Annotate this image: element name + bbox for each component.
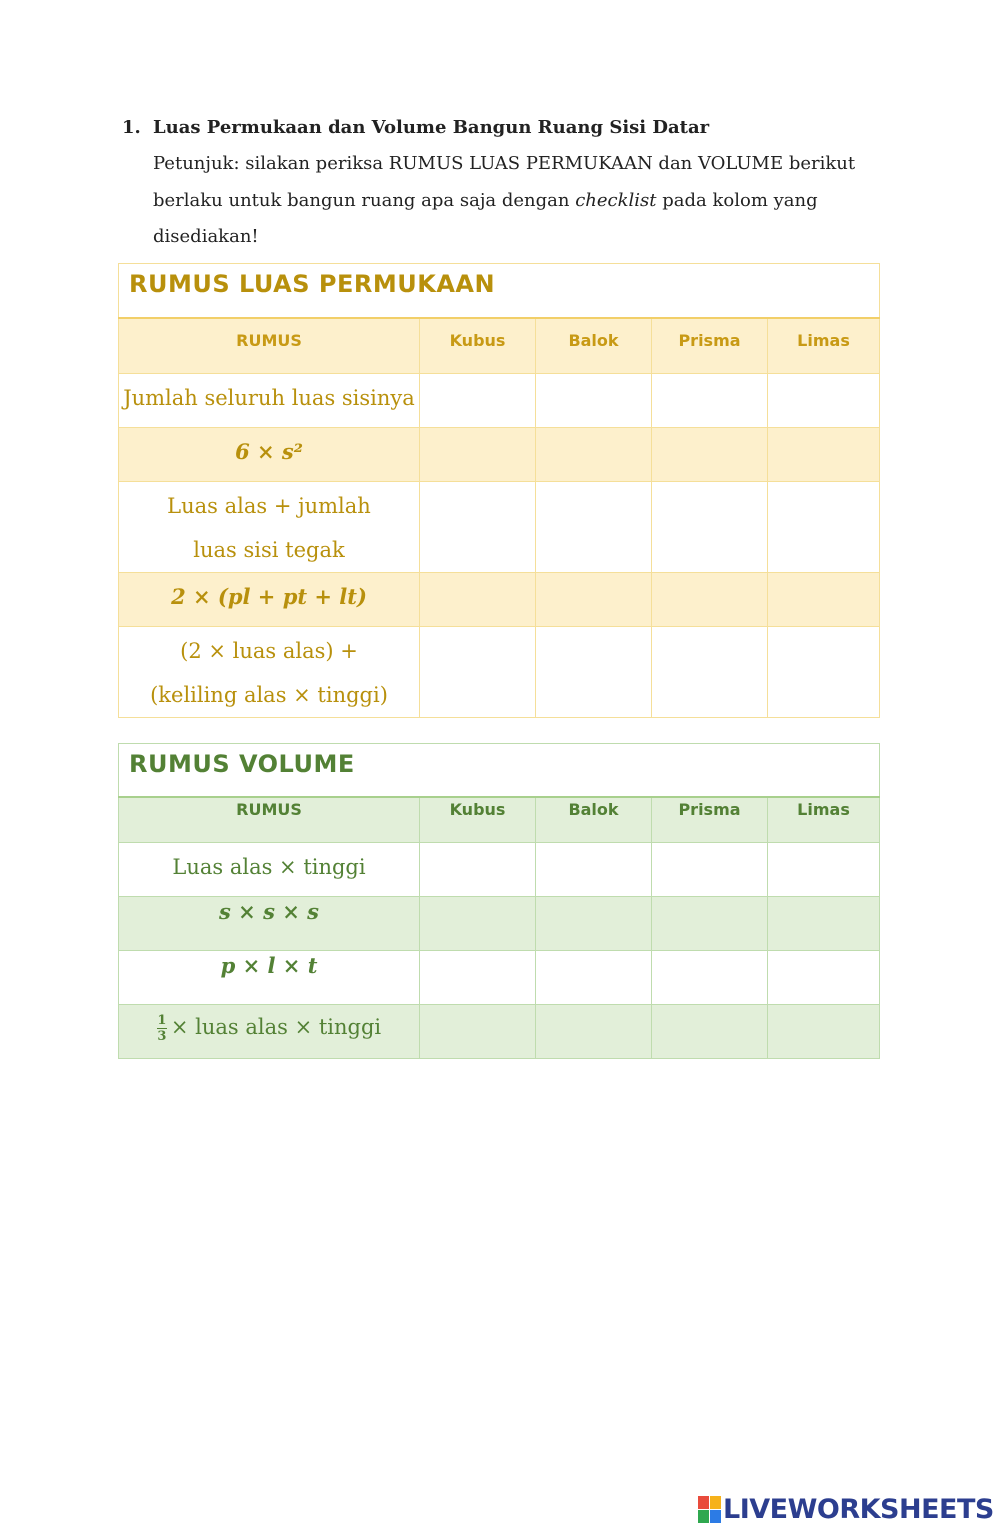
checkbox-cell-kubus[interactable] — [420, 573, 536, 627]
column-header-limas: Limas — [768, 797, 880, 843]
checkbox-cell-kubus[interactable] — [420, 843, 536, 897]
checkbox-cell-kubus[interactable] — [420, 1005, 536, 1059]
table-caption: RUMUS VOLUME — [119, 744, 880, 798]
checkbox-cell-kubus[interactable] — [420, 897, 536, 951]
checkbox-cell-limas[interactable] — [768, 482, 880, 573]
checkbox-cell-balok[interactable] — [536, 573, 652, 627]
table-row — [119, 627, 880, 718]
table-row — [119, 482, 880, 573]
table-row — [119, 843, 880, 897]
column-header-prisma: Prisma — [652, 318, 768, 374]
checkbox-cell-prisma[interactable] — [652, 573, 768, 627]
checkbox-cell-limas[interactable] — [768, 843, 880, 897]
table-caption: RUMUS LUAS PERMUKAAN — [119, 264, 880, 319]
checkbox-cell-kubus[interactable] — [420, 374, 536, 428]
checkbox-cell-balok[interactable] — [536, 1005, 652, 1059]
checkbox-cell-balok[interactable] — [536, 428, 652, 482]
column-header-prisma: Prisma — [652, 797, 768, 843]
checkbox-cell-balok[interactable] — [536, 374, 652, 428]
liveworksheets-mark-icon — [698, 1496, 721, 1523]
question-title: Luas Permukaan dan Volume Bangun Ruang Sisi Datar — [153, 117, 710, 138]
table-row — [119, 573, 880, 627]
instruction-line-1: Petunjuk: silakan periksa RUMUS LUAS PERMUKAAN dan VOLUME berikut — [153, 153, 856, 174]
checkbox-cell-prisma[interactable] — [652, 627, 768, 718]
column-header-balok: Balok — [536, 318, 652, 374]
column-header-kubus: Kubus — [420, 318, 536, 374]
formula-cell — [119, 1005, 420, 1059]
column-header-limas: Limas — [768, 318, 880, 374]
checkbox-cell-balok[interactable] — [536, 951, 652, 1005]
checkbox-cell-prisma[interactable] — [652, 482, 768, 573]
checkbox-cell-prisma[interactable] — [652, 374, 768, 428]
checkbox-cell-balok[interactable] — [536, 627, 652, 718]
instruction-text: berlaku untuk bangun ruang apa saja dengan — [153, 190, 576, 211]
checkbox-cell-limas[interactable] — [768, 627, 880, 718]
instruction-line-3: disediakan! — [153, 226, 259, 247]
instruction-line-2 — [153, 190, 818, 211]
column-header-rumus: RUMUS — [119, 797, 420, 843]
formula-text: × luas alas × tinggi — [170, 1015, 382, 1039]
checkbox-cell-limas[interactable] — [768, 573, 880, 627]
question-number: 1. — [122, 117, 141, 138]
checkbox-cell-prisma[interactable] — [652, 428, 768, 482]
fraction-one-third — [157, 1014, 167, 1043]
column-header-balok: Balok — [536, 797, 652, 843]
column-header-rumus: RUMUS — [119, 318, 420, 374]
volume-table — [118, 743, 880, 1059]
fraction-denominator: 3 — [157, 1029, 167, 1044]
checkbox-cell-kubus[interactable] — [420, 627, 536, 718]
formula-cell: p × l × t — [119, 951, 420, 1005]
checkbox-cell-kubus[interactable] — [420, 951, 536, 1005]
formula-cell: 6 × s² — [119, 428, 420, 482]
table-row — [119, 1005, 880, 1059]
column-header-kubus: Kubus — [420, 797, 536, 843]
instruction-italic: checklist — [575, 190, 657, 211]
checkbox-cell-prisma[interactable] — [652, 897, 768, 951]
table-row — [119, 897, 880, 951]
table-row — [119, 374, 880, 428]
checkbox-cell-limas[interactable] — [768, 951, 880, 1005]
table-row — [119, 428, 880, 482]
checkbox-cell-limas[interactable] — [768, 1005, 880, 1059]
checkbox-cell-kubus[interactable] — [420, 428, 536, 482]
instruction-text: pada kolom yang — [656, 190, 818, 211]
formula-cell: (2 × luas alas) + (keliling alas × tinggi) — [119, 627, 420, 718]
checkbox-cell-balok[interactable] — [536, 482, 652, 573]
checkbox-cell-kubus[interactable] — [420, 482, 536, 573]
table-row — [119, 951, 880, 1005]
brand-name: LIVEWORKSHEETS — [723, 1493, 994, 1525]
formula-cell: 2 × (pl + pt + lt) — [119, 573, 420, 627]
formula-cell: Luas alas × tinggi — [119, 843, 420, 897]
checkbox-cell-balok[interactable] — [536, 843, 652, 897]
checkbox-cell-limas[interactable] — [768, 897, 880, 951]
checkbox-cell-limas[interactable] — [768, 374, 880, 428]
checkbox-cell-prisma[interactable] — [652, 843, 768, 897]
liveworksheets-logo[interactable] — [698, 1494, 994, 1524]
formula-cell: Luas alas + jumlah luas sisi tegak — [119, 482, 420, 573]
checkbox-cell-prisma[interactable] — [652, 1005, 768, 1059]
fraction-numerator: 1 — [157, 1013, 167, 1028]
checkbox-cell-limas[interactable] — [768, 428, 880, 482]
formula-cell: Jumlah seluruh luas sisinya — [119, 374, 420, 428]
checkbox-cell-prisma[interactable] — [652, 951, 768, 1005]
checkbox-cell-balok[interactable] — [536, 897, 652, 951]
surface-area-table — [118, 263, 880, 718]
formula-cell: s × s × s — [119, 897, 420, 951]
